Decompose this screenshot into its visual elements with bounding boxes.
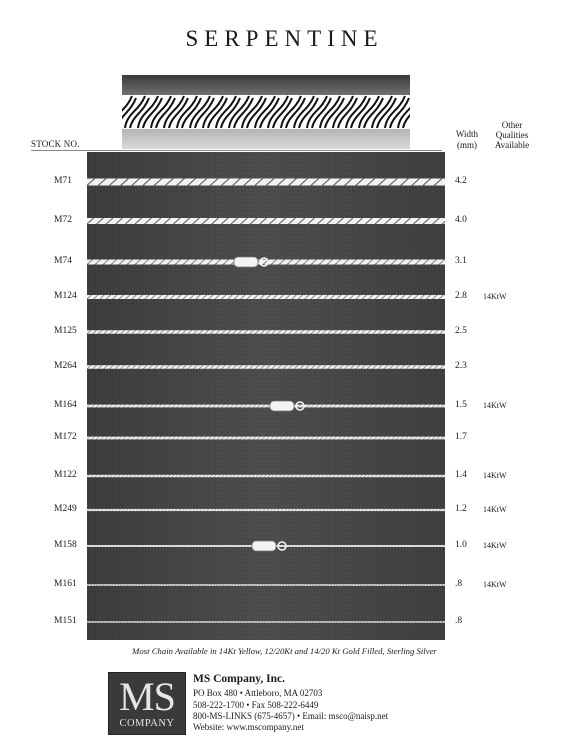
stock-number: M249 [54,504,77,514]
page-title: SERPENTINE [185,26,384,51]
chain-samples [87,152,445,640]
chain-sample [87,218,445,224]
stock-number: M158 [54,540,77,550]
chain-sample [87,437,445,440]
stock-number: M122 [54,470,77,480]
chain-sample [87,365,445,369]
chain-width: 1.5 [455,400,467,410]
chain-sample [87,584,445,586]
qualities-header [487,120,537,150]
lobster-clasp [270,401,294,411]
header-rule [31,150,442,151]
chain-width: .8 [455,579,463,589]
width-header-line2: (mm) [457,140,477,150]
chain-sample [87,257,445,267]
chain-width: 1.7 [455,432,467,442]
chain-sample [87,179,445,186]
serpentine-closeup-chain [122,95,410,129]
width-header-line1: Width [455,129,479,139]
chain-sample [87,401,445,411]
chain-width: 4.0 [455,215,467,225]
chain-sample [87,509,445,511]
other-qualities: 14KtW [483,505,507,514]
stock-number: M172 [54,432,77,442]
other-qualities: 14KtW [483,471,507,480]
chain-sample [87,541,445,551]
company-logo [108,672,186,735]
qualities-header-line1: Other [501,120,523,130]
other-qualities: 14KtW [483,292,507,301]
company-address: PO Box 480 • Attleboro, MA 02703 [193,688,323,698]
company-name: MS Company, Inc. [193,673,286,685]
stock-no-header: STOCK NO. [31,139,80,149]
chain-width: .8 [455,616,463,626]
chain-sample [87,295,445,299]
chain-width: 1.4 [455,470,467,480]
stock-number: M124 [54,291,77,301]
width-header [448,129,486,151]
stock-number: M161 [54,579,77,589]
lobster-clasp [252,541,276,551]
chain-sample [87,475,445,477]
stock-number: M264 [54,361,77,371]
other-qualities: 14KtW [483,541,507,550]
qualities-header-line3: Available [494,140,530,150]
chain-width: 2.8 [455,291,467,301]
chain-width: 1.0 [455,540,467,550]
company-tollfree-email: 800-MS-LINKS (675-4657) • Email: msco@naisp.net [193,711,389,721]
stock-number: M151 [54,616,77,626]
stock-number: M71 [54,176,72,186]
chain-sample [87,330,445,334]
chain-width: 4.2 [455,176,467,186]
stock-number: M125 [54,326,77,336]
logo-letters: MS [119,674,175,719]
chain-width: 2.5 [455,326,467,336]
lobster-clasp [234,257,258,267]
logo-word: COMPANY [119,718,175,729]
chain-width: 2.3 [455,361,467,371]
chain-width: 3.1 [455,256,467,266]
chain-strand [87,437,445,440]
chain-strand [87,405,445,408]
chain-width: 1.2 [455,504,467,514]
chain-photo-panel [87,152,445,640]
chain-sample [87,621,445,623]
availability-footnote: Most Chain Available in 14Kt Yellow, 12/20Kt and 14/20 Kt Gold Filled, Sterling Silver [132,646,437,656]
serpentine-closeup-illustration [122,75,410,149]
qualities-header-line2: Qualities [495,130,529,140]
company-phone: 508-222-1700 • Fax 508-222-6449 [193,700,319,710]
stock-number: M72 [54,215,72,225]
company-website: Website: www.mscompany.net [193,722,304,732]
stock-number: M164 [54,400,77,410]
other-qualities: 14KtW [483,401,507,410]
other-qualities: 14KtW [483,580,507,589]
stock-number: M74 [54,256,72,266]
